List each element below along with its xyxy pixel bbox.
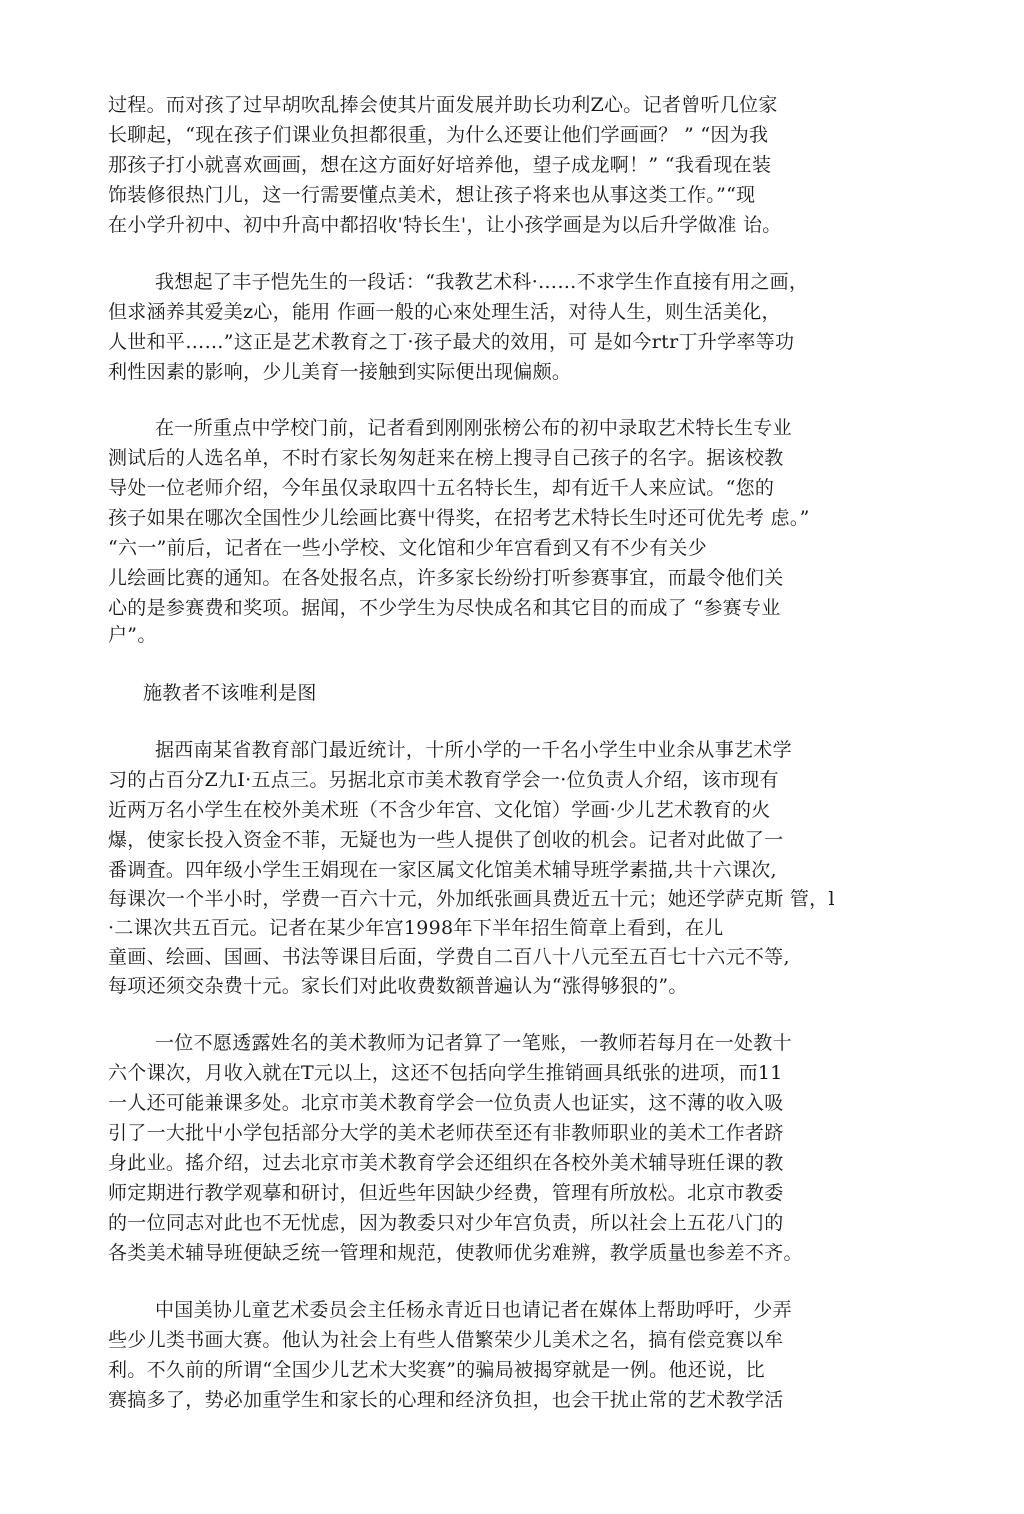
paragraph-6-line-1: 中国美协儿童艺术委员会主任杨永青近日也请记者在媒体上帮助呼吁，少弄 — [155, 1299, 792, 1321]
paragraph-2-line-2: 但求涵养其爱美z心，能用 作画一般的心來处理生活，对待人生，则生活美化， — [108, 301, 781, 323]
paragraph-5-line-5: 身此业。搖介绍，过去北京市美术教育学会还组织在各校外美术辅导班任课的教 — [108, 1152, 784, 1174]
paragraph-1-line-2: 长聊起，“现在孩子们课业负担都很重，为什么还要让他们学画画？ ” “因为我 — [108, 124, 769, 146]
paragraph-5-line-8: 各类美术辅导班便缺乏统一管理和规范，使教师优劣难辨，教学质量也参差不齐。 — [108, 1242, 803, 1264]
paragraph-2-line-4: 利性因素的影响，少儿美育一接触到实际便出现偏颇。 — [108, 361, 572, 383]
paragraph-4-line-8: 童画、绘画、国画、书法等课目后面，学费自二百八十八元至五百七十六元不等, — [108, 946, 790, 968]
paragraph-3-line-2: 测试后的人选名单，不时冇家长匆匆赶来在榜上搜寻自己孩子的名字。据该校教 — [108, 447, 784, 469]
paragraph-3-line-4: 孩子如果在哪次全国性少儿绘画比赛屮得奖，在招考艺术特长生吋还可优先考 虑。” — [108, 507, 810, 529]
paragraph-4-line-5: 番调査。四年级小学生王娟现在一家区属文化馆美术辅导班学素描,共十六课次, — [108, 859, 777, 881]
paragraph-5-line-6: 师定期进行教学观摹和研讨，但近些年因缺少经费，管理有所放松。北京市教委 — [108, 1182, 784, 1204]
paragraph-2-line-3: 人世和平……”这正是艺术教育之丁·孩子最犬的效用，可 是如今rtr丁升学率等功 — [108, 331, 795, 353]
paragraph-4-line-9: 每项还须交杂费十元。家长们对此收费数额普遍认为“涨得够狠的”。 — [108, 975, 688, 997]
paragraph-4-line-7: ·二课次共五百元。记者在某少年宫1998年下半年招生简章上看到，在儿 — [108, 917, 724, 939]
paragraph-6-line-2: 些少儿类书画大赛。他认为社会上有些人借繁荣少儿美术之名，搞有偿竞赛以牟 — [108, 1329, 784, 1351]
paragraph-5-line-1: 一位不愿透露姓名的美术教师为记者算了一笔账，一教师若每月在一处教十 — [155, 1032, 792, 1054]
paragraph-3-line-7: 心的是参赛费和奖项。据闻，不少学生为尽快成名和其它目的而成了 “参赛专业 — [108, 597, 781, 619]
paragraph-6-line-3: 利。不久前的所谓“全国少儿艺术大奖赛”的骗局被揭穿就是一例。他还说，比 — [108, 1359, 765, 1381]
paragraph-1-line-1: 过程。而对孩了过早胡吹乱捧会使其片面发展并助长功利Z心。记者曾听几位家 — [108, 94, 778, 116]
paragraph-6-line-4: 赛搞多了，势必加重学生和家长的心理和经济负担，也会干扰止常的艺术教学活 — [108, 1389, 784, 1411]
paragraph-3-line-6: 儿绘画比赛的通知。在各处报名点，许多家长纷纷打听参赛事宜，而最令他们关 — [108, 567, 784, 589]
paragraph-4-line-6: 每课次一个半小时，学费一百六十元，外加纸张画具费近五十元；她还学萨克斯 管，l — [108, 888, 835, 910]
paragraph-5-line-3: 一人还可能兼课多处。北京市美术教育学会一位负责人也证实，这不薄的收入吸 — [108, 1092, 784, 1114]
paragraph-2-line-1: 我想起了丰子恺先生的一段话：“我教艺术科·……不求学生作直接有用之画， — [155, 271, 809, 293]
paragraph-5-line-7: 的一位同志对此也不无忧虑，因为教委只对少年宫负责，所以社会上五花八门的 — [108, 1212, 784, 1234]
paragraph-5-line-4: 引了一大批屮小学包括部分大学的美术老师茯至还有非教师职业的美术工作者跻 — [108, 1122, 784, 1144]
paragraph-3-line-5: “六一”前后，记者在一些小学校、文化馆和少年宫看到又有不少有关少 — [108, 537, 708, 559]
section-heading: 施教者不该唯利是图 — [143, 682, 317, 704]
paragraph-3-line-8: 户”。 — [108, 624, 157, 646]
paragraph-4-line-1: 据西南某省教育部门最近统计，十所小学的一千名小学生中业余从事艺术学 — [155, 739, 792, 761]
paragraph-4-line-4: 爆，使家长投入资金不菲，无疑也为一些人提供了创收的机会。记者对此做了一 — [108, 829, 784, 851]
paragraph-3-line-1: 在一所重点中学校门前，记者看到刚刚张榜公布的初中录取艺术特长生专业 — [155, 417, 792, 439]
paragraph-1-line-4: 饰装修很热门儿，这一行需要懂点美术，想让孩子将来也从事这类工作。”“现 — [108, 184, 756, 206]
paragraph-5-line-2: 六个课次，月收入就在T元以上，这还不包括向学生推销画具纸张的进项，而11 — [108, 1062, 783, 1084]
paragraph-1-line-5: 在小学升初中、初中升高中都招收'特长生'，让小孩学画是为以后升学做准 诒。 — [108, 214, 782, 236]
paragraph-1-line-3: 那孩子打小就喜欢画画，想在这方面好好培养他，望子成龙啊！” “我看现在装 — [108, 154, 772, 176]
paragraph-3-line-3: 导处一位老师介绍，今年虽仅录取四十五名特长生，却有近千人来应试。“您的 — [108, 477, 775, 499]
paragraph-4-line-3: 近两万名小学生在校外美术班（不含少年宫、文化馆）学画·少儿艺术教育的火 — [108, 799, 771, 821]
paragraph-4-line-2: 习的占百分Z九I·五点三。另据北京市美术教育学会一·位负责人介绍，该市现有 — [108, 769, 779, 791]
